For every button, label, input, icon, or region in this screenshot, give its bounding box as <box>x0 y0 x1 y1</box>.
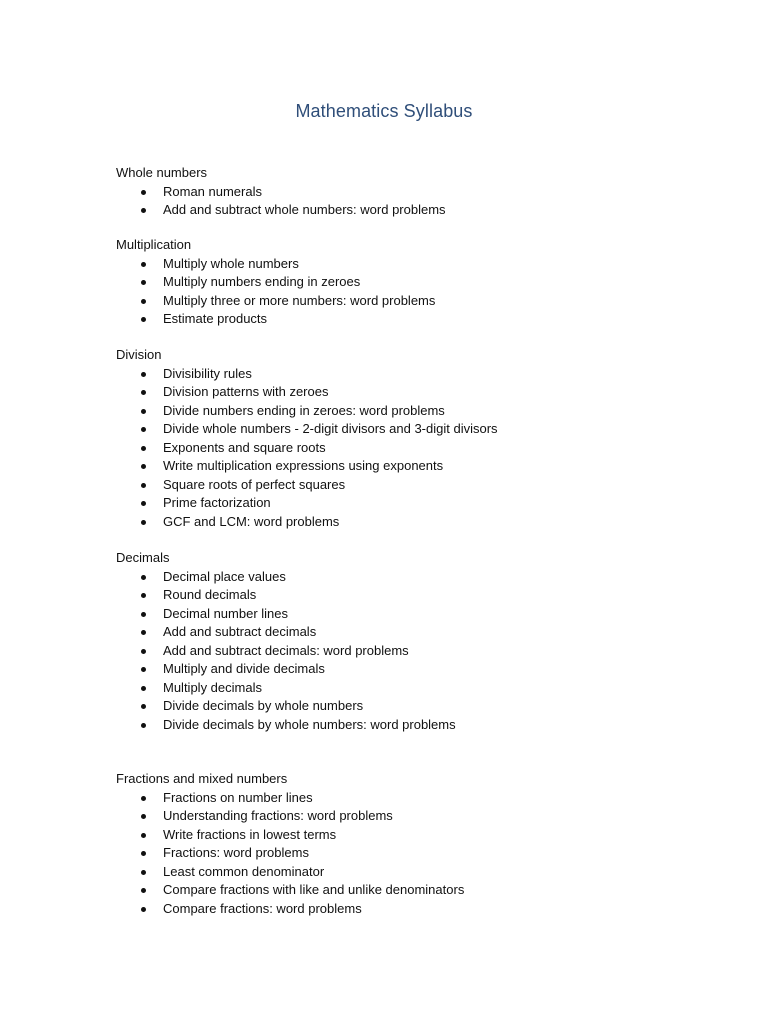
bullet-icon <box>141 851 146 856</box>
list-item <box>116 697 736 716</box>
list-item <box>116 513 736 532</box>
section-heading: Whole numbers <box>116 165 208 180</box>
bullet-list <box>116 183 736 220</box>
list-item-text: Estimate products <box>163 311 268 326</box>
list-item-text: Division patterns with zeroes <box>163 384 329 399</box>
bullet-icon <box>141 299 146 304</box>
list-item <box>116 255 736 274</box>
list-item <box>116 900 736 919</box>
list-item <box>116 586 736 605</box>
list-item-text: Divide numbers ending in zeroes: word problems <box>163 402 445 418</box>
list-item-text: Exponents and square roots <box>163 439 326 455</box>
list-item-text: Add and subtract decimals: word problems <box>163 642 409 658</box>
list-item-text: Prime factorization <box>163 495 271 510</box>
section-multiplication <box>116 236 736 329</box>
list-item <box>116 292 736 311</box>
bullet-icon <box>141 317 146 322</box>
list-item <box>116 568 736 587</box>
list-item <box>116 420 736 439</box>
list-item-text: Understanding fractions: word problems <box>163 808 393 823</box>
bullet-icon <box>141 814 146 819</box>
bullet-icon <box>141 520 146 525</box>
list-item <box>116 679 736 698</box>
bullet-icon <box>141 262 146 267</box>
list-item-text: Roman numerals <box>163 183 262 199</box>
list-item <box>116 863 736 882</box>
list-item-text: Write fractions in lowest terms <box>163 826 337 842</box>
list-item <box>116 660 736 679</box>
page-title: Mathematics Syllabus <box>295 101 473 121</box>
list-item <box>116 844 736 863</box>
list-item <box>116 807 736 826</box>
list-item-text: Divisibility rules <box>163 365 252 381</box>
bullet-icon <box>141 870 146 875</box>
list-item <box>116 310 736 329</box>
list-item <box>116 881 736 900</box>
bullet-icon <box>141 464 146 469</box>
bullet-icon <box>141 372 146 377</box>
bullet-icon <box>141 190 146 195</box>
bullet-icon <box>141 612 146 617</box>
bullet-icon <box>141 630 146 635</box>
bullet-icon <box>141 667 146 672</box>
section-heading: Fractions and mixed numbers <box>116 771 288 786</box>
list-item <box>116 273 736 292</box>
bullet-icon <box>141 501 146 506</box>
list-item <box>116 457 736 476</box>
list-item <box>116 383 736 402</box>
list-item <box>116 789 736 808</box>
list-item-text: Divide decimals by whole numbers <box>163 698 364 713</box>
list-item-text: Compare fractions: word problems <box>163 900 362 916</box>
list-item-text: Add and subtract whole numbers: word problems <box>163 202 446 217</box>
list-item-text: Multiply decimals <box>163 679 262 695</box>
section-decimals <box>116 549 736 734</box>
section-heading: Decimals <box>116 550 170 565</box>
list-item-text: Divide decimals by whole numbers: word problems <box>163 716 456 732</box>
list-item <box>116 476 736 495</box>
list-item <box>116 605 736 624</box>
list-item-text: Fractions: word problems <box>163 845 309 860</box>
section-division <box>116 346 736 531</box>
bullet-list <box>116 365 736 532</box>
bullet-icon <box>141 833 146 838</box>
section-heading: Division <box>116 347 162 362</box>
list-item <box>116 439 736 458</box>
bullet-icon <box>141 575 146 580</box>
bullet-icon <box>141 888 146 893</box>
list-item <box>116 402 736 421</box>
bullet-icon <box>141 907 146 912</box>
list-item-text: Multiply numbers ending in zeroes <box>163 274 361 289</box>
bullet-icon <box>141 796 146 801</box>
bullet-icon <box>141 704 146 709</box>
list-item <box>116 826 736 845</box>
list-item-text: Divide whole numbers - 2-digit divisors and 3-digit divisors <box>163 421 498 436</box>
bullet-icon <box>141 446 146 451</box>
list-item-text: GCF and LCM: word problems <box>163 513 340 529</box>
list-item-text: Fractions on number lines <box>163 789 313 805</box>
list-item <box>116 365 736 384</box>
list-item-text: Write multiplication expressions using exponents <box>163 458 444 473</box>
list-item-text: Multiply and divide decimals <box>163 661 325 676</box>
section-whole-numbers <box>116 164 736 220</box>
bullet-list <box>116 789 736 919</box>
list-item <box>116 716 736 735</box>
list-item-text: Round decimals <box>163 587 257 602</box>
bullet-icon <box>141 723 146 728</box>
bullet-icon <box>141 409 146 414</box>
list-item <box>116 642 736 661</box>
bullet-icon <box>141 427 146 432</box>
list-item-text: Multiply whole numbers <box>163 255 299 271</box>
section-fractions <box>116 770 736 918</box>
bullet-icon <box>141 649 146 654</box>
list-item-text: Compare fractions with like and unlike denominators <box>163 882 465 897</box>
list-item-text: Square roots of perfect squares <box>163 476 346 492</box>
bullet-icon <box>141 208 146 213</box>
bullet-icon <box>141 686 146 691</box>
bullet-list <box>116 255 736 329</box>
list-item <box>116 201 736 220</box>
bullet-icon <box>141 280 146 285</box>
list-item-text: Multiply three or more numbers: word problems <box>163 292 436 308</box>
list-item-text: Decimal number lines <box>163 605 288 621</box>
bullet-icon <box>141 593 146 598</box>
list-item-text: Decimal place values <box>163 568 286 584</box>
list-item <box>116 494 736 513</box>
list-item-text: Least common denominator <box>163 863 325 879</box>
bullet-icon <box>141 390 146 395</box>
section-heading: Multiplication <box>116 237 192 252</box>
list-item-text: Add and subtract decimals <box>163 624 317 639</box>
list-item <box>116 623 736 642</box>
bullet-icon <box>141 483 146 488</box>
list-item <box>116 183 736 202</box>
bullet-list <box>116 568 736 735</box>
